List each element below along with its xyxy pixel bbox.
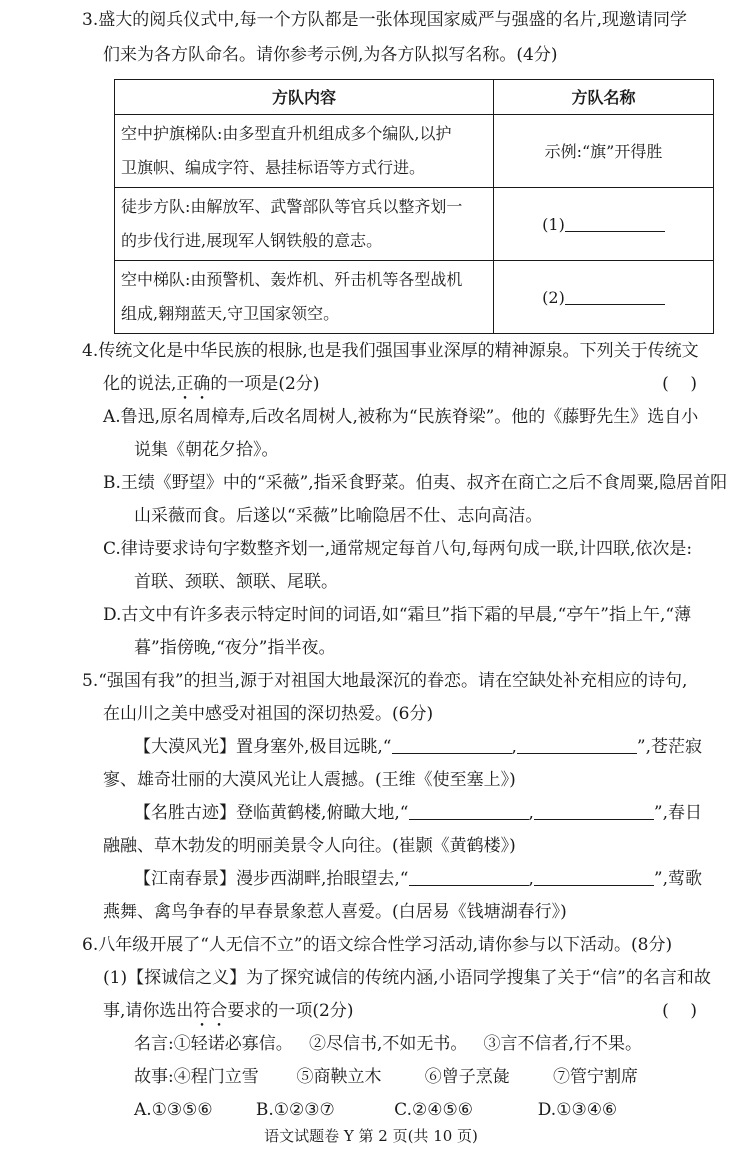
q4-option-c-l1: C.律诗要求诗句字数整齐划一,通常规定每首八句,每两句成一联,计四联,依次是: xyxy=(103,539,693,559)
q6-emphasis: 符合 xyxy=(193,1001,228,1021)
poem-blank-6[interactable] xyxy=(534,865,654,886)
q4-line1: 4.传统文化是中华民族的根脉,也是我们强国事业深厚的精神源泉。下列关于传统文 xyxy=(82,341,699,361)
q5-scene2-l2: 融融、草木勃发的明丽美景令人向往。(崔颢《黄鹤楼》) xyxy=(103,836,516,856)
q3-line2: 们来为各方队命名。请你参考示例,为各方队拟写名称。(4分) xyxy=(103,45,558,65)
row3-name xyxy=(494,261,714,334)
q6-p1-b: 要求的一项(2分) xyxy=(227,1001,354,1021)
q6-p1-a: 事,请你选出 xyxy=(103,1001,194,1021)
q6-part1-l1: (1)【探诚信之义】为了探究诚信的传统内涵,小语同学搜集了关于“信”的名言和故 xyxy=(103,968,711,988)
poem-blank-2[interactable] xyxy=(517,733,637,754)
table-row xyxy=(115,261,714,334)
q5-s1-a: 【大漠风光】置身塞外,极目远眺,“ xyxy=(134,737,392,757)
page-footer: 语文试题卷 Y 第 2 页(共 10 页) xyxy=(264,1127,478,1145)
answer-blank-1[interactable] xyxy=(565,211,665,232)
row1-name: 示例:“旗”开得胜 xyxy=(494,115,714,188)
poem-blank-1[interactable] xyxy=(392,733,512,754)
q6-options: A.①③⑤⑥ B.①②③⑦ C.②④⑤⑥ D.①③④⑥ xyxy=(134,1100,618,1120)
answer-blank-2[interactable] xyxy=(565,284,665,305)
row1-content-l1: 空中护旗梯队:由多型直升机组成多个编队,以护 xyxy=(121,124,452,143)
poem-blank-4[interactable] xyxy=(534,799,654,820)
poem-blank-3[interactable] xyxy=(409,799,529,820)
q4-option-c-l2: 首联、颈联、颔联、尾联。 xyxy=(134,572,338,592)
q4-option-b-l1: B.王绩《野望》中的“采薇”,指采食野菜。伯夷、叔齐在商亡之后不食周粟,隐居首阳 xyxy=(103,473,728,493)
q5-s1-b: , xyxy=(511,737,517,757)
q4-option-a-l2: 说集《朝花夕拾》。 xyxy=(134,440,279,460)
q4-line2 xyxy=(103,368,320,404)
q4-option-d-l2: 暮”指傍晚,“夜分”指半夜。 xyxy=(134,638,336,658)
q5-line1: 5.“强国有我”的担当,源于对祖国大地最深沉的眷恋。请在空缺处补充相应的诗句, xyxy=(82,671,688,691)
q4-option-b-l2: 山采薇而食。后遂以“采薇”比喻隐居不仕、志向高洁。 xyxy=(134,506,543,526)
q5-s2-a: 【名胜古迹】登临黄鹤楼,俯瞰大地,“ xyxy=(134,803,409,823)
q4-answer-paren[interactable]: ( ) xyxy=(662,374,697,394)
q4-emphasis: 正确 xyxy=(176,374,211,394)
q5-s2-c: ”,春日 xyxy=(653,803,703,823)
row1-content xyxy=(115,115,494,188)
header-name: 方队名称 xyxy=(494,80,714,115)
q3-line1: 3.盛大的阅兵仪式中,每一个方队都是一张体现国家威严与强盛的名片,现邀请同学 xyxy=(82,10,688,30)
squad-table xyxy=(114,79,714,334)
row2-content xyxy=(115,188,494,261)
q5-scene1 xyxy=(134,731,702,764)
q5-scene2 xyxy=(134,797,702,830)
q4-line2-a: 化的说法, xyxy=(103,374,177,394)
row1-content-l2: 卫旗帜、编成字符、悬挂标语等方式行进。 xyxy=(121,158,426,177)
table-header-row xyxy=(115,80,714,115)
row3-name-label: (2) xyxy=(542,287,565,307)
table-row xyxy=(115,115,714,188)
q5-s2-b: , xyxy=(528,803,534,823)
q6-part1-l2 xyxy=(103,995,354,1031)
q4-option-d-l1: D.古文中有许多表示特定时间的词语,如“霜旦”指下霜的早晨,“亭午”指上午,“薄 xyxy=(103,605,692,625)
q6-answer-paren[interactable]: ( ) xyxy=(662,1001,697,1021)
q5-s3-a: 【江南春景】漫步西湖畔,抬眼望去,“ xyxy=(134,869,409,889)
q6-stories: 故事:④程门立雪 ⑤商鞅立木 ⑥曾子烹彘 ⑦管宁割席 xyxy=(134,1067,639,1087)
q5-s3-c: ”,莺歌 xyxy=(653,869,703,889)
q6-quotes: 名言:①轻诺必寡信。 ②尽信书,不如无书。 ③言不信者,行不果。 xyxy=(134,1034,642,1054)
q5-s1-c: ”,苍茫寂 xyxy=(636,737,703,757)
row3-content-l2: 组成,翱翔蓝天,守卫国家领空。 xyxy=(121,304,340,323)
q4-line2-b: 的一项是(2分) xyxy=(210,374,320,394)
q5-scene1-l2: 寥、雄奇壮丽的大漠风光让人震撼。(王维《使至塞上》) xyxy=(103,770,516,790)
poem-blank-5[interactable] xyxy=(409,865,529,886)
q5-scene3-l2: 燕舞、禽鸟争春的早春景象惹人喜爱。(白居易《钱塘湖春行》) xyxy=(103,902,567,922)
q5-s3-b: , xyxy=(528,869,534,889)
row2-content-l2: 的步伐行进,展现军人钢铁般的意志。 xyxy=(121,231,383,250)
row3-content xyxy=(115,261,494,334)
table-row xyxy=(115,188,714,261)
header-content: 方队内容 xyxy=(115,80,494,115)
row2-name xyxy=(494,188,714,261)
row3-content-l1: 空中梯队:由预警机、轰炸机、歼击机等各型战机 xyxy=(121,270,463,289)
q5-line2: 在山川之美中感受对祖国的深切热爱。(6分) xyxy=(103,704,434,724)
q4-option-a-l1: A.鲁迅,原名周樟寿,后改名周树人,被称为“民族脊梁”。他的《藤野先生》选自小 xyxy=(103,407,699,427)
row2-name-label: (1) xyxy=(542,214,565,234)
q6-line1: 6.八年级开展了“人无信不立”的语文综合性学习活动,请你参与以下活动。(8分) xyxy=(82,935,673,955)
row2-content-l1: 徒步方队:由解放军、武警部队等官兵以整齐划一 xyxy=(121,197,463,216)
q5-scene3 xyxy=(134,863,702,896)
